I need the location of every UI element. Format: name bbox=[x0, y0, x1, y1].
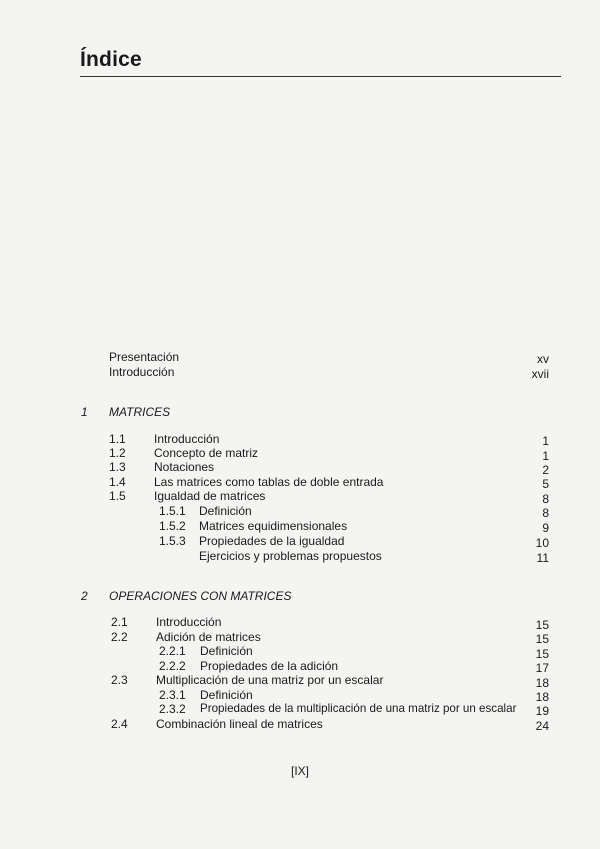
toc-entry-label: Presentación bbox=[109, 350, 180, 364]
chapter-title: OPERACIONES CON MATRICES bbox=[109, 589, 292, 603]
subsection-label: Definición bbox=[199, 504, 252, 518]
title-rule bbox=[80, 76, 561, 77]
page-number: [IX] bbox=[290, 764, 309, 778]
section-number: 1.1 bbox=[109, 432, 126, 446]
subsection-label: Propiedades de la igualdad bbox=[199, 534, 345, 548]
subsection-label: Definición bbox=[200, 688, 253, 702]
section-label: Adición de matrices bbox=[156, 630, 261, 644]
section-label: Las matrices como tablas de doble entrada bbox=[154, 475, 384, 489]
chapter-title: MATRICES bbox=[109, 405, 171, 419]
section-page: 15 bbox=[535, 618, 549, 632]
chapter-number: 2 bbox=[81, 589, 88, 603]
subsection-page: 19 bbox=[535, 704, 549, 718]
page-title: Índice bbox=[80, 48, 142, 71]
section-number: 2.3 bbox=[111, 673, 128, 687]
section-number: 2.2 bbox=[111, 630, 128, 644]
section-page: 2 bbox=[542, 463, 549, 477]
section-page: 8 bbox=[542, 492, 549, 506]
subsection-label: Propiedades de la multiplicación de una matriz por un escalar bbox=[200, 702, 517, 715]
subsection-page: 18 bbox=[535, 690, 549, 704]
section-page: 1 bbox=[542, 449, 549, 463]
subsection-number: 2.2.2 bbox=[159, 659, 186, 673]
section-label: Introducción bbox=[154, 432, 220, 446]
subsection-label: Propiedades de la adición bbox=[200, 659, 339, 673]
section-label: Multiplicación de una matriz por un escalar bbox=[156, 673, 384, 687]
section-number: 1.2 bbox=[109, 446, 126, 460]
subsection-number: 2.3.1 bbox=[159, 688, 186, 702]
section-number: 1.4 bbox=[109, 475, 126, 489]
section-page: 24 bbox=[535, 719, 549, 733]
toc-entry-page: xvii bbox=[531, 367, 549, 381]
subsection-label: Definición bbox=[200, 644, 253, 658]
section-page: 15 bbox=[535, 632, 549, 646]
toc-entry-page: xv bbox=[537, 352, 549, 366]
subsection-page: 10 bbox=[535, 536, 549, 550]
subsection-page: 9 bbox=[542, 521, 549, 535]
section-label: Introducción bbox=[156, 615, 222, 629]
section-label: Combinación lineal de matrices bbox=[156, 717, 323, 731]
subsection-page: 15 bbox=[535, 647, 549, 661]
section-page: 1 bbox=[542, 434, 549, 448]
subsection-number: 2.2.1 bbox=[159, 644, 186, 658]
section-label: Igualdad de matrices bbox=[154, 489, 266, 503]
exercises-page: 11 bbox=[536, 551, 549, 565]
section-page: 18 bbox=[535, 676, 549, 690]
section-number: 2.4 bbox=[111, 717, 128, 731]
section-number: 1.3 bbox=[109, 460, 126, 474]
section-number: 1.5 bbox=[109, 489, 126, 503]
subsection-number: 1.5.1 bbox=[159, 504, 186, 518]
section-page: 5 bbox=[542, 477, 549, 491]
chapter-number: 1 bbox=[81, 405, 88, 419]
subsection-number: 1.5.3 bbox=[159, 534, 186, 548]
section-number: 2.1 bbox=[111, 615, 128, 629]
subsection-number: 1.5.2 bbox=[159, 519, 186, 533]
toc-entry-label: Introducción bbox=[109, 365, 175, 379]
subsection-page: 17 bbox=[535, 661, 549, 675]
exercises-label: Ejercicios y problemas propuestos bbox=[199, 549, 382, 563]
subsection-page: 8 bbox=[542, 506, 549, 520]
subsection-label: Matrices equidimensionales bbox=[199, 519, 348, 533]
section-label: Notaciones bbox=[154, 460, 215, 474]
section-label: Concepto de matriz bbox=[154, 446, 259, 460]
subsection-number: 2.3.2 bbox=[159, 702, 186, 716]
